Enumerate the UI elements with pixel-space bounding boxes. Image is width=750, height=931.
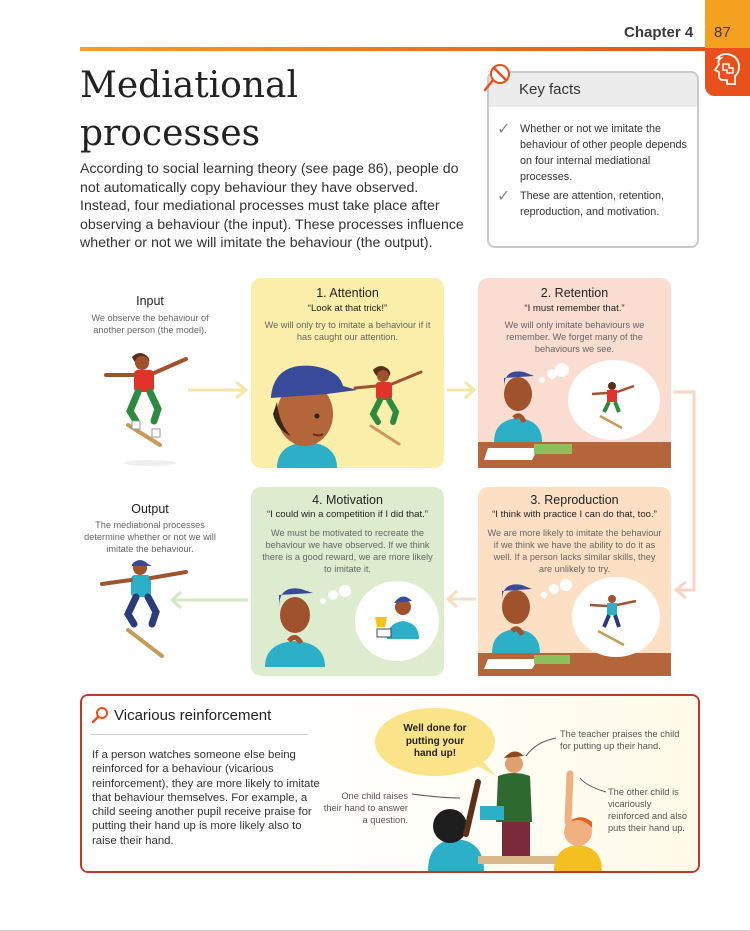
practising-boy-illustration xyxy=(478,575,671,676)
reproduction-title: 3. Reproduction xyxy=(530,493,619,507)
intro-paragraph: According to social learning theory (see page 86), people do not automatically copy behaviour they have observed. Instead, four mediational processes must take place after observing a behaviour (the input). These processes influence whether or not we will imitate the behaviour (the output). xyxy=(80,161,464,251)
input-label: Input xyxy=(136,294,164,308)
page-number: 87 xyxy=(714,24,731,41)
motivation-quote: “I could win a competition if I did that.” xyxy=(266,509,429,520)
reproduction-panel xyxy=(478,487,671,676)
classroom-illustration xyxy=(82,696,698,871)
check-icon: ✓ xyxy=(497,188,511,205)
retention-description: We will only imitate behaviours we remember. We forget many of the behaviours we see. xyxy=(504,320,645,354)
input-description: We observe the behaviour of another person (the model). xyxy=(91,313,209,335)
reproduction-description: We are more likely to imitate the behaviour if we think we have the ability to do it as well. If a person lacks similar skills, they are unlikely to try. xyxy=(487,528,662,574)
model-skateboarder-illustration xyxy=(351,362,436,452)
callout-other-child: The other child is vicariously reinforced and also puts their hand up. xyxy=(608,787,688,833)
motivation-title: 4. Motivation xyxy=(312,493,383,507)
page-title: Mediational processes xyxy=(80,65,299,154)
arrow-retention-reproduction xyxy=(674,392,694,590)
key-fact-text: Whether or not we imitate the behaviour of other people depends on four internal mediational processes. xyxy=(520,123,687,183)
vicarious-reinforcement-box xyxy=(80,694,700,873)
attention-description: We will only try to imitate a behaviour if it has caught our attention. xyxy=(264,320,431,342)
motivated-boy-illustration xyxy=(251,577,444,676)
callout-child-raises-hand: One child raises their hand to answer a question. xyxy=(323,791,408,825)
motivation-panel xyxy=(251,487,444,676)
retention-quote: “I must remember that.” xyxy=(524,303,625,314)
check-icon: ✓ xyxy=(497,121,511,138)
attention-panel xyxy=(251,278,444,468)
imitating-skateboarder-illustration xyxy=(98,558,198,668)
callout-teacher: The teacher praises the child for putting up their hand. xyxy=(560,729,680,751)
key-facts-title: Key facts xyxy=(519,81,581,98)
skateboarder-illustration xyxy=(100,345,200,470)
speech-bubble-text: Well done for putting your hand up! xyxy=(403,723,467,759)
key-fact-text: These are attention, retention, reproduction, and motivation. xyxy=(520,190,665,218)
reproduction-quote: “I think with practice I can do that, too.” xyxy=(492,509,657,520)
vicarious-title: Vicarious reinforcement xyxy=(114,707,272,724)
motivation-description: We must be motivated to recreate the behaviour we have observed. If we think there is a good reward, we are more likely to imitate it. xyxy=(262,528,433,574)
output-label: Output xyxy=(131,502,169,516)
vicarious-body: If a person watches someone else being reinforced for a behaviour (vicarious reinforcement), they are more likely to imitate that behaviour themselves. For example, a child seeing another pupil receive praise for putting their hand up is more likely also to raise their hand. xyxy=(92,749,320,847)
attention-quote: “Look at that trick!” xyxy=(307,303,388,314)
attention-title: 1. Attention xyxy=(316,286,379,300)
chapter-label: Chapter 4 xyxy=(624,24,694,41)
retention-title: 2. Retention xyxy=(540,286,609,300)
retention-panel xyxy=(478,278,671,468)
thinking-boy-illustration xyxy=(478,358,671,468)
output-description: The mediational processes determine whether or not we will imitate the behaviour. xyxy=(84,520,216,554)
